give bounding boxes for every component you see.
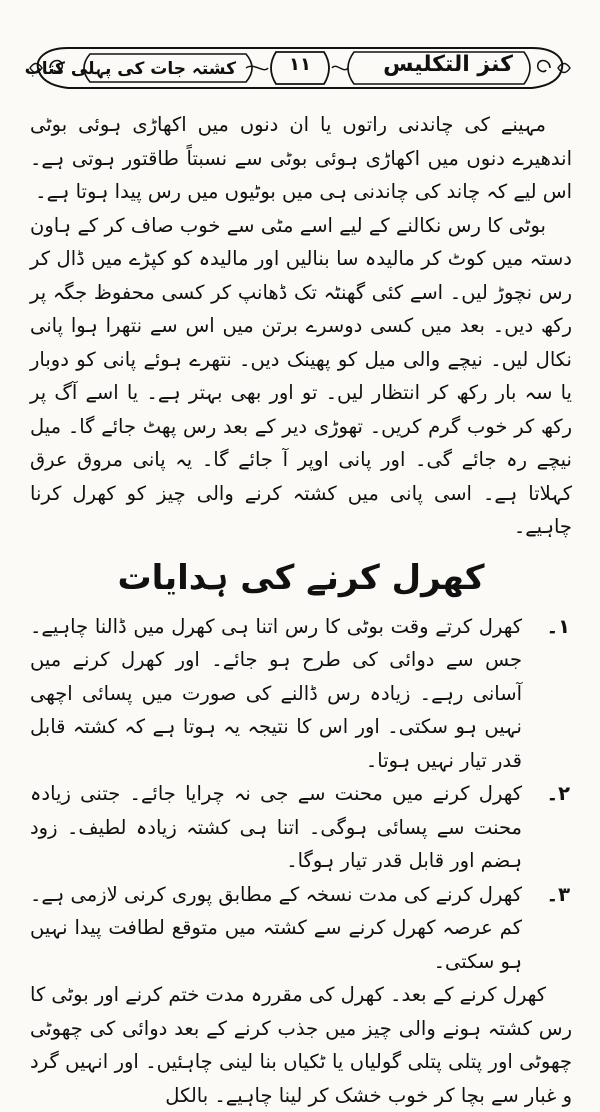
page-number: ۱۱ xyxy=(289,54,311,75)
instruction-number: ۲۔ xyxy=(546,782,570,805)
paragraph-closing: کھرل کرنے کے بعد۔ کھرل کی مقررہ مدت ختم کرنے اور بوٹی کا رس کشتہ ہونے والی چیز میں جذب کرنے کے بعد دوائی کی چھوٹی چھوٹی اور پتلی پتلی گولیاں یا ٹکیاں بنا لینی چاہئیں۔ اور انہیں گرد و غبار سے بچا کر خوب خشک کر لینا چاہیے۔ بالکل xyxy=(30,983,572,1107)
paragraph-moonlight: مہینے کی چاندنی راتوں یا ان دنوں میں اکھاڑی ہوئی بوٹی اندھیرے دنوں میں اکھاڑی ہوئی بوٹی سے نسبتاً طاقتور ہوتی ہے۔ اس لیے کہ چاند کی چاندنی ہی میں بوٹیوں میں رس پیدا ہوتا ہے۔ xyxy=(30,113,572,203)
book-title: کنز التکلیس xyxy=(383,52,513,77)
instruction-text: کھرل کرتے وقت بوٹی کا رس اتنا ہی کھرل میں ڈالنا چاہیے۔ جس سے دوائی کی طرح ہو جائے۔ اور کھرل کرنے میں آسانی رہے۔ زیادہ رس ڈالنے کی صورت میں پسائی اچھی نہیں ہو سکتی۔ اور اس کا نتیجہ یہ ہوتا ہے کہ کشتہ قابل قدر تیار نہیں ہوتا۔ xyxy=(30,614,522,772)
instruction-number: ۱۔ xyxy=(546,614,570,638)
paragraph-juice-extraction: بوٹی کا رس نکالنے کے لیے اسے مٹی سے خوب صاف کر کے ہاون دستہ میں کوٹ کر مالیدہ سا بنالیں اور مالیدہ کو کپڑے میں ڈال کر رس نچوڑ لیں۔ اسے کئی گھنٹہ تک ڈھانپ کر کسی محفوظ جگہ پر رکھ دیں۔ بعد میں کسی دوسرے برتن میں اس سے نتھرا ہوا پانی نکال لیں۔ نیچے والی میل کو پھینک دیں۔ نتھرے ہوئے پانی کو دوبار یا سہ بار رکھ کر انتظار لیں۔ تو اور بھی بہتر ہے۔ یا اسے آگ پر رکھ کر خوب گرم کریں۔ تھوڑی دیر کے بعد رس پھٹ جائے گا۔ میل نیچے رہ جائے گی۔ اور پانی اوپر آ جائے گا۔ یہ پانی مروق عرق کہلاتا ہے۔ اسی پانی میں کشتہ کرنے والی چیز کو کھرل کرنا چاہیے۔ xyxy=(30,213,572,538)
instruction-number: ۳۔ xyxy=(546,882,570,906)
section-heading: کھرل کرنے کی ہدایات xyxy=(117,557,485,598)
page-header xyxy=(24,40,572,96)
instruction-text: کھرل کرنے میں محنت سے جی نہ چرایا جائے۔ جتنی زیادہ محنت سے پسائی ہوگی۔ اتنا ہی کشتہ زیادہ لطیف۔ زود ہضم اور قابل قدر تیار ہوگا۔ xyxy=(30,782,522,872)
instruction-item-3 xyxy=(30,878,572,979)
instruction-item-2 xyxy=(30,777,572,878)
section-title: کشتہ جات کی پہلی کتاب xyxy=(24,59,236,79)
instruction-item-1 xyxy=(30,610,572,778)
page-body xyxy=(30,108,572,1112)
instruction-text: کھرل کرنے کی مدت نسخہ کے مطابق پوری کرنی لازمی ہے۔ کم عرصہ کھرل کرنے سے کشتہ میں متوقع لطافت پیدا نہیں ہو سکتی۔ xyxy=(30,882,522,973)
